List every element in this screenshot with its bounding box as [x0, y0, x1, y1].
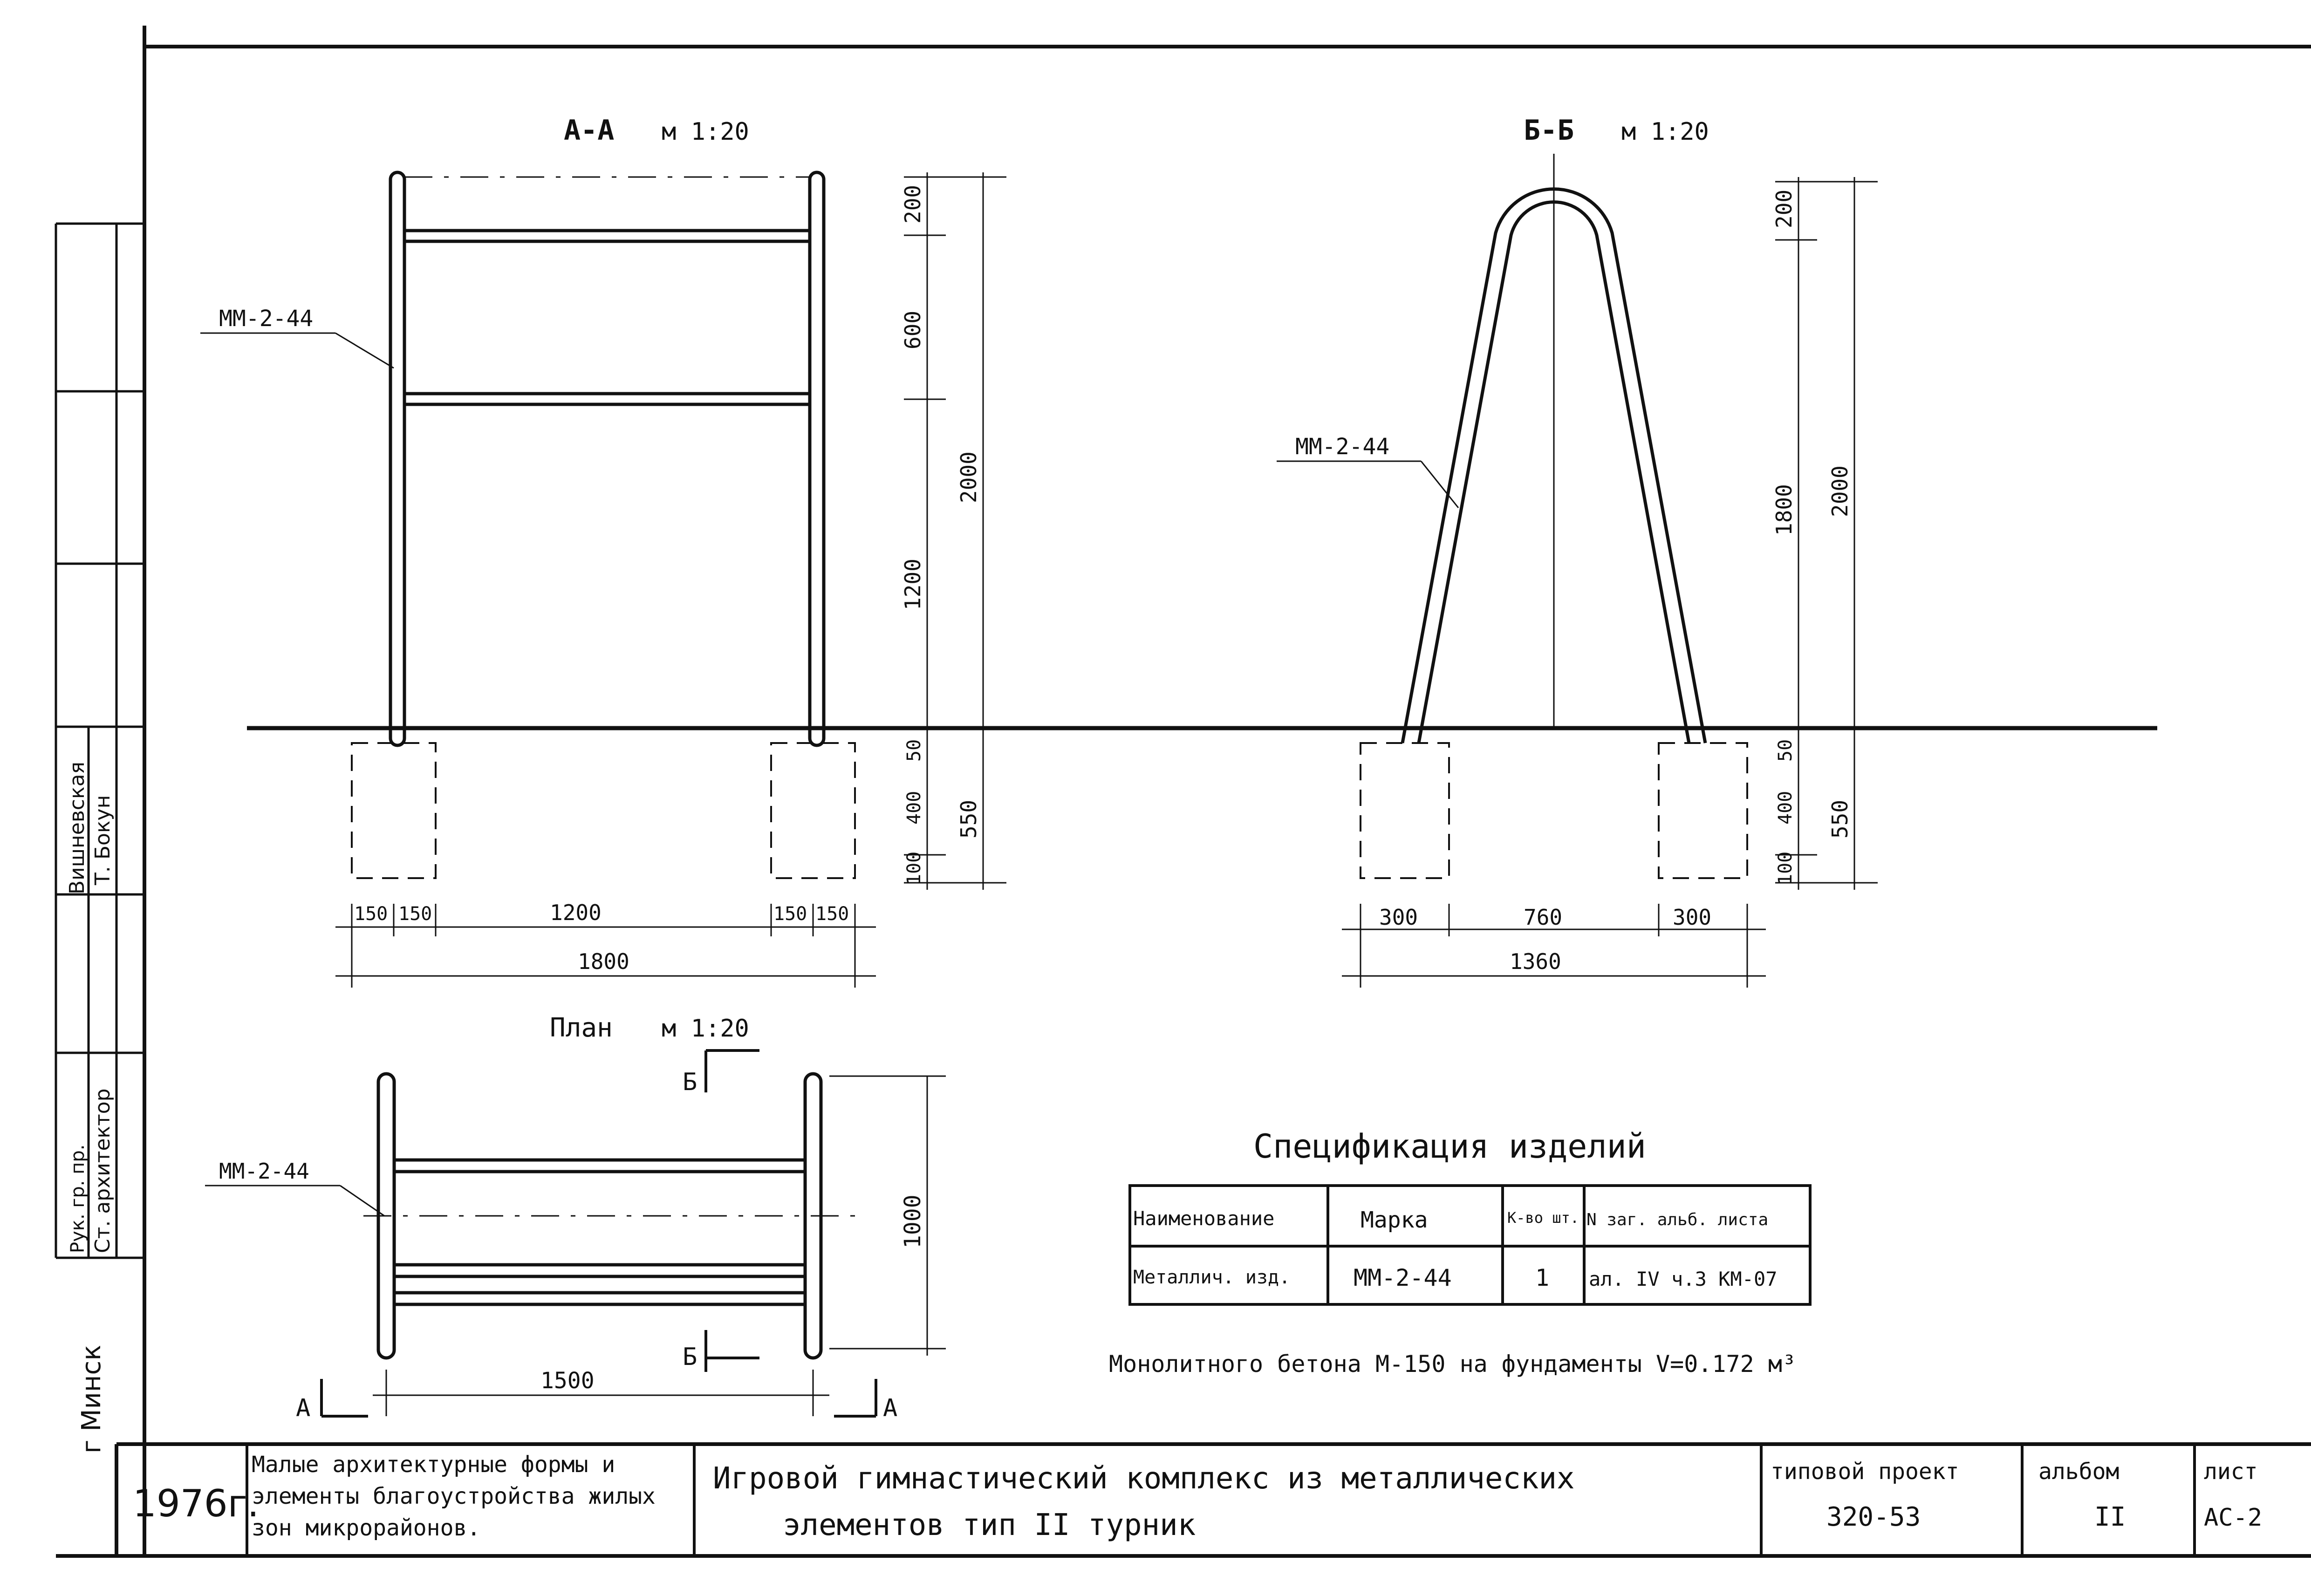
- spec-title: Спецификация изделий: [1253, 1127, 1646, 1166]
- aa-dim-150b: 150: [398, 903, 432, 925]
- bb-dim-300a: 300: [1379, 905, 1418, 930]
- spec-cell-name: Металлич. изд.: [1133, 1267, 1291, 1288]
- spec-header-ref: N заг. альб. листа: [1586, 1210, 1769, 1229]
- spec-header-name: Наименование: [1133, 1207, 1275, 1230]
- aa-dim-550: 550: [956, 799, 981, 839]
- view-aa-part-mark: ММ-2-44: [219, 306, 314, 332]
- view-plan-title: План: [550, 1013, 613, 1043]
- bb-dim-50: 50: [1775, 739, 1796, 762]
- title-sheet-label: лист: [2204, 1459, 2258, 1485]
- title-year: 1976г.: [133, 1482, 260, 1525]
- aa-dim-600: 600: [900, 310, 925, 349]
- aa-dim-150a: 150: [354, 903, 388, 925]
- view-plan-part-mark: ММ-2-44: [219, 1159, 309, 1184]
- title-series: Малые архитектурные формы и элементы благоустройства жилых зон микрорайонов.: [252, 1452, 656, 1541]
- view-bb-title: Б-Б: [1524, 114, 1574, 147]
- plan-dim-1000: 1000: [900, 1194, 926, 1248]
- bb-dim-2000: 2000: [1827, 465, 1853, 517]
- spec-cell-ref: ал. IV ч.3 КМ-07: [1589, 1268, 1778, 1290]
- view-aa-scale: м 1:20: [662, 118, 749, 146]
- aa-dim-150d: 150: [815, 903, 849, 925]
- bb-dim-200: 200: [1771, 189, 1797, 228]
- aa-dim-400: 400: [903, 791, 925, 825]
- spec-cell-qty: 1: [1535, 1264, 1550, 1291]
- aa-dim-1800: 1800: [578, 949, 629, 974]
- aa-dim-50: 50: [903, 739, 925, 762]
- view-bb-scale: м 1:20: [1621, 118, 1709, 146]
- aa-dim-150c: 150: [773, 903, 807, 925]
- aa-dim-2000: 2000: [956, 451, 981, 503]
- bb-dim-300b: 300: [1673, 905, 1712, 930]
- section-b-bottom: Б: [683, 1343, 697, 1371]
- view-plan: [205, 1013, 946, 1422]
- side-name1: Вишневская: [65, 761, 89, 894]
- bb-dim-400: 400: [1775, 791, 1796, 825]
- spec-cell-mark: ММ-2-44: [1354, 1264, 1452, 1291]
- view-bb: [1277, 114, 1878, 988]
- view-aa-title: А-А: [564, 114, 615, 147]
- aa-dim-1200h: 1200: [550, 900, 602, 925]
- bb-dim-1800: 1800: [1771, 484, 1797, 536]
- section-a-right: А: [883, 1394, 898, 1422]
- plan-dim-1500: 1500: [540, 1368, 595, 1394]
- side-city: г Минск: [76, 1344, 107, 1453]
- view-aa: [200, 114, 1006, 988]
- title-project-value: 320-53: [1826, 1502, 1921, 1532]
- side-role2: Рук. гр. пр.: [67, 1144, 89, 1253]
- concrete-note: Монолитного бетона М-150 на фундаменты V=0.172 м³: [1109, 1350, 1797, 1378]
- side-role1: Ст. архитектор: [91, 1088, 115, 1253]
- spec-table: [1130, 1127, 1810, 1304]
- bb-dim-760: 760: [1524, 905, 1563, 930]
- bb-dim-550: 550: [1827, 799, 1853, 839]
- title-album-value: II: [2094, 1502, 2126, 1532]
- spec-header-mark: Марка: [1361, 1207, 1428, 1233]
- title-block: [133, 1444, 2262, 1556]
- side-stamp: [56, 224, 144, 1453]
- title-project-label: типовой проект: [1771, 1459, 1959, 1485]
- section-b-top: Б: [683, 1068, 697, 1096]
- section-a-left: А: [296, 1394, 311, 1422]
- view-bb-part-mark: ММ-2-44: [1295, 434, 1390, 460]
- aa-dim-200: 200: [900, 184, 925, 224]
- title-sheet-value: АС-2: [2204, 1504, 2263, 1532]
- title-name-line2: элементов тип II турник: [783, 1508, 1196, 1542]
- title-album-label: альбом: [2038, 1459, 2120, 1485]
- aa-dim-100: 100: [903, 851, 925, 885]
- bb-dim-100: 100: [1775, 851, 1796, 885]
- view-plan-scale: м 1:20: [662, 1015, 749, 1043]
- bb-dim-1360: 1360: [1510, 949, 1561, 974]
- side-name2: Т. Бокун: [91, 795, 115, 885]
- aa-dim-1200: 1200: [900, 559, 925, 610]
- spec-header-qty: К-во шт.: [1507, 1209, 1579, 1227]
- title-name-line1: Игровой гимнастический комплекс из металлических: [713, 1461, 1575, 1496]
